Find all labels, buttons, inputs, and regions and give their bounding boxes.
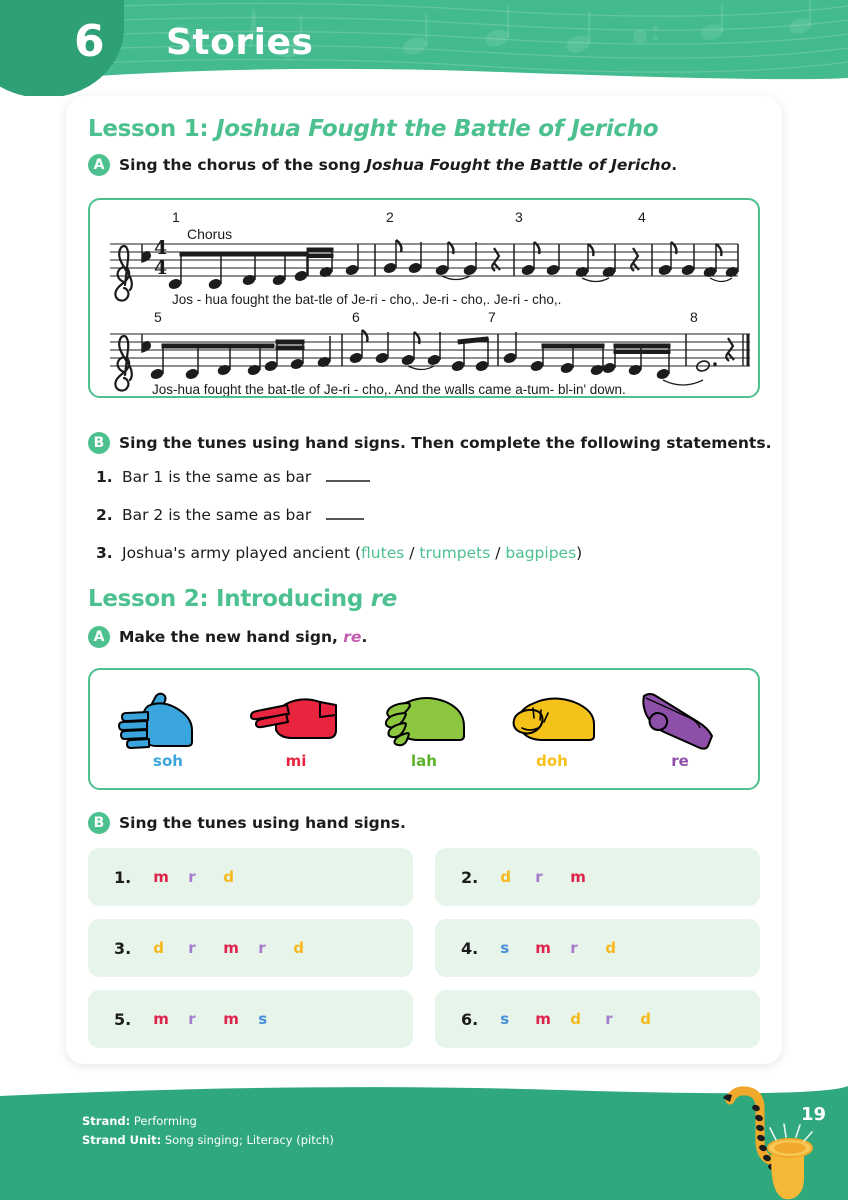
statement-1 <box>96 468 370 486</box>
lesson2-heading <box>88 586 397 612</box>
statement-2 <box>96 506 364 524</box>
score-system-2 <box>110 309 750 396</box>
tune-1-note-1: m <box>153 868 169 886</box>
lyrics-line-2: Jos-hua fought the bat-tle of Je-ri - cho,. And the walls came a-tum- bl-in' down.__ <box>152 382 641 396</box>
statement-3-suffix: ) <box>576 544 583 562</box>
option-flutes[interactable]: flutes <box>361 544 405 562</box>
option-trumpets[interactable]: trumpets <box>419 544 491 562</box>
tune-3-note-5: d <box>293 939 304 957</box>
tune-6-note-2: m <box>535 1010 551 1028</box>
hand-sign-doh <box>492 688 612 770</box>
task-badge-b-2: B <box>88 812 110 834</box>
lyrics-line-1: Jos - hua fought the bat-tle of Je-ri - cho,. Je-ri - cho,. Je-ri - cho,. <box>172 292 562 307</box>
tune-1-number: 1. <box>114 867 132 887</box>
music-notation-box <box>88 198 760 398</box>
tune-3-note-4: r <box>258 939 266 957</box>
lesson2-task-a-before: Make the new hand sign, <box>119 628 344 646</box>
tune-grid <box>88 848 760 1048</box>
tune-4-note-3: r <box>570 939 578 957</box>
tune-box-6[interactable] <box>435 990 760 1048</box>
hand-sign-lah-icon <box>374 688 474 750</box>
svg-text:4: 4 <box>638 209 646 225</box>
svg-text:8: 8 <box>690 309 698 325</box>
tune-box-2[interactable] <box>435 848 760 906</box>
footer-strand-info <box>82 1112 334 1150</box>
tune-6-note-1: s <box>500 1010 510 1028</box>
page-title: Stories <box>166 22 314 63</box>
page-header <box>0 0 848 96</box>
statement-3-number: 3. <box>96 544 113 562</box>
tune-5-note-1: m <box>153 1010 169 1028</box>
lesson2-task-b <box>88 812 406 834</box>
hand-sign-soh-icon <box>118 688 218 750</box>
svg-text:Chorus: Chorus <box>187 226 233 242</box>
task-a-text-before: Sing the chorus of the song <box>119 156 367 174</box>
tune-box-3[interactable] <box>88 919 413 977</box>
statement-1-number: 1. <box>96 468 113 486</box>
lesson2-task-a-after: . <box>361 628 368 646</box>
tune-1-note-3: d <box>223 868 234 886</box>
strand-unit-value: Song singing; Literacy (pitch) <box>164 1133 334 1147</box>
lesson1-heading-title: Joshua Fought the Battle of Jericho <box>216 116 659 142</box>
svg-text:3: 3 <box>515 209 523 225</box>
svg-text:4: 4 <box>154 237 168 259</box>
lesson1-task-a <box>88 154 677 176</box>
lesson1-task-b-text: Sing the tunes using hand signs. Then complete the following statements. <box>119 434 772 452</box>
strand-value: Performing <box>133 1114 197 1128</box>
tune-6-note-5: d <box>640 1010 651 1028</box>
score-system-1 <box>110 209 740 307</box>
tune-box-5[interactable] <box>88 990 413 1048</box>
option-bagpipes[interactable]: bagpipes <box>505 544 577 562</box>
tune-5-note-2: r <box>188 1010 196 1028</box>
task-badge-a: A <box>88 154 110 176</box>
hand-sign-mi-icon <box>246 688 346 750</box>
task-a-song-title: Joshua Fought the Battle of Jericho <box>366 156 672 174</box>
statement-1-answer-blank[interactable] <box>326 480 370 482</box>
tune-4-number: 4. <box>461 938 479 958</box>
hand-signs-box <box>88 668 760 790</box>
hand-sign-re-label: re <box>671 752 689 770</box>
statement-2-text: Bar 2 is the same as bar <box>122 506 312 524</box>
task-a-text-after: . <box>671 156 678 174</box>
hand-sign-lah <box>364 688 484 770</box>
strand-label: Strand: <box>82 1114 131 1128</box>
page-number: 19 <box>800 1104 826 1125</box>
music-score <box>90 200 758 396</box>
footer-strand-line <box>82 1112 334 1131</box>
key-signature-flat <box>142 244 150 262</box>
tune-3-note-3: m <box>223 939 239 957</box>
svg-text:2: 2 <box>386 209 394 225</box>
svg-text:4: 4 <box>154 257 168 279</box>
hand-sign-re-icon <box>630 688 730 750</box>
svg-text:5: 5 <box>154 309 162 325</box>
lesson2-task-a-text <box>119 628 367 646</box>
statement-3-text <box>122 544 582 562</box>
tune-4-note-1: s <box>500 939 510 957</box>
svg-text:7: 7 <box>488 309 496 325</box>
tune-box-4[interactable] <box>435 919 760 977</box>
chapter-number: 6 <box>74 16 104 67</box>
tune-2-note-2: r <box>535 868 543 886</box>
content-card <box>66 96 782 1064</box>
hand-sign-soh <box>108 688 228 770</box>
tune-5-note-3: m <box>223 1010 239 1028</box>
svg-text:6: 6 <box>352 309 360 325</box>
option-sep-2: / <box>490 544 506 562</box>
hand-sign-mi-label: mi <box>285 752 307 770</box>
lesson1-task-a-text <box>119 156 677 174</box>
hand-sign-lah-label: lah <box>411 752 437 770</box>
tune-3-note-2: r <box>188 939 196 957</box>
tune-1-note-2: r <box>188 868 196 886</box>
tune-4-note-4: d <box>605 939 616 957</box>
lesson1-heading <box>88 116 658 142</box>
page-footer <box>0 1082 848 1200</box>
task-badge-b: B <box>88 432 110 454</box>
saxophone-icon <box>714 1082 818 1200</box>
tune-6-number: 6. <box>461 1009 479 1029</box>
hand-sign-doh-icon <box>502 688 602 750</box>
tune-3-number: 3. <box>114 938 132 958</box>
tune-6-note-4: r <box>605 1010 613 1028</box>
tune-box-1[interactable] <box>88 848 413 906</box>
lesson2-task-a-re: re <box>343 628 362 646</box>
hand-sign-re <box>620 688 740 770</box>
svg-text:1: 1 <box>172 209 180 225</box>
task-badge-a-2: A <box>88 626 110 648</box>
hand-sign-mi <box>236 688 356 770</box>
lesson2-task-b-text: Sing the tunes using hand signs. <box>119 814 406 832</box>
lesson2-heading-prefix: Lesson 2: Introducing <box>88 586 371 612</box>
lesson1-task-b <box>88 432 771 454</box>
statement-2-answer-blank[interactable] <box>326 518 364 520</box>
statement-3-prompt: Joshua's army played ancient ( <box>122 544 362 562</box>
hand-sign-doh-label: doh <box>536 752 568 770</box>
footer-strand-unit-line <box>82 1131 334 1150</box>
lesson2-task-a <box>88 626 367 648</box>
tune-6-note-3: d <box>570 1010 581 1028</box>
header-bottom-curve <box>0 64 848 96</box>
lesson1-heading-prefix: Lesson 1: <box>88 116 217 142</box>
statement-3 <box>96 544 582 562</box>
statement-2-number: 2. <box>96 506 113 524</box>
strand-unit-label: Strand Unit: <box>82 1133 162 1147</box>
tune-2-note-3: m <box>570 868 586 886</box>
lesson2-heading-note: re <box>370 586 398 612</box>
tune-3-note-1: d <box>153 939 164 957</box>
hand-sign-soh-label: soh <box>153 752 183 770</box>
option-sep-1: / <box>404 544 420 562</box>
tune-2-note-1: d <box>500 868 511 886</box>
tune-5-number: 5. <box>114 1009 132 1029</box>
tune-5-note-4: s <box>258 1010 268 1028</box>
tune-2-number: 2. <box>461 867 479 887</box>
tune-4-note-2: m <box>535 939 551 957</box>
statement-1-text: Bar 1 is the same as bar <box>122 468 312 486</box>
